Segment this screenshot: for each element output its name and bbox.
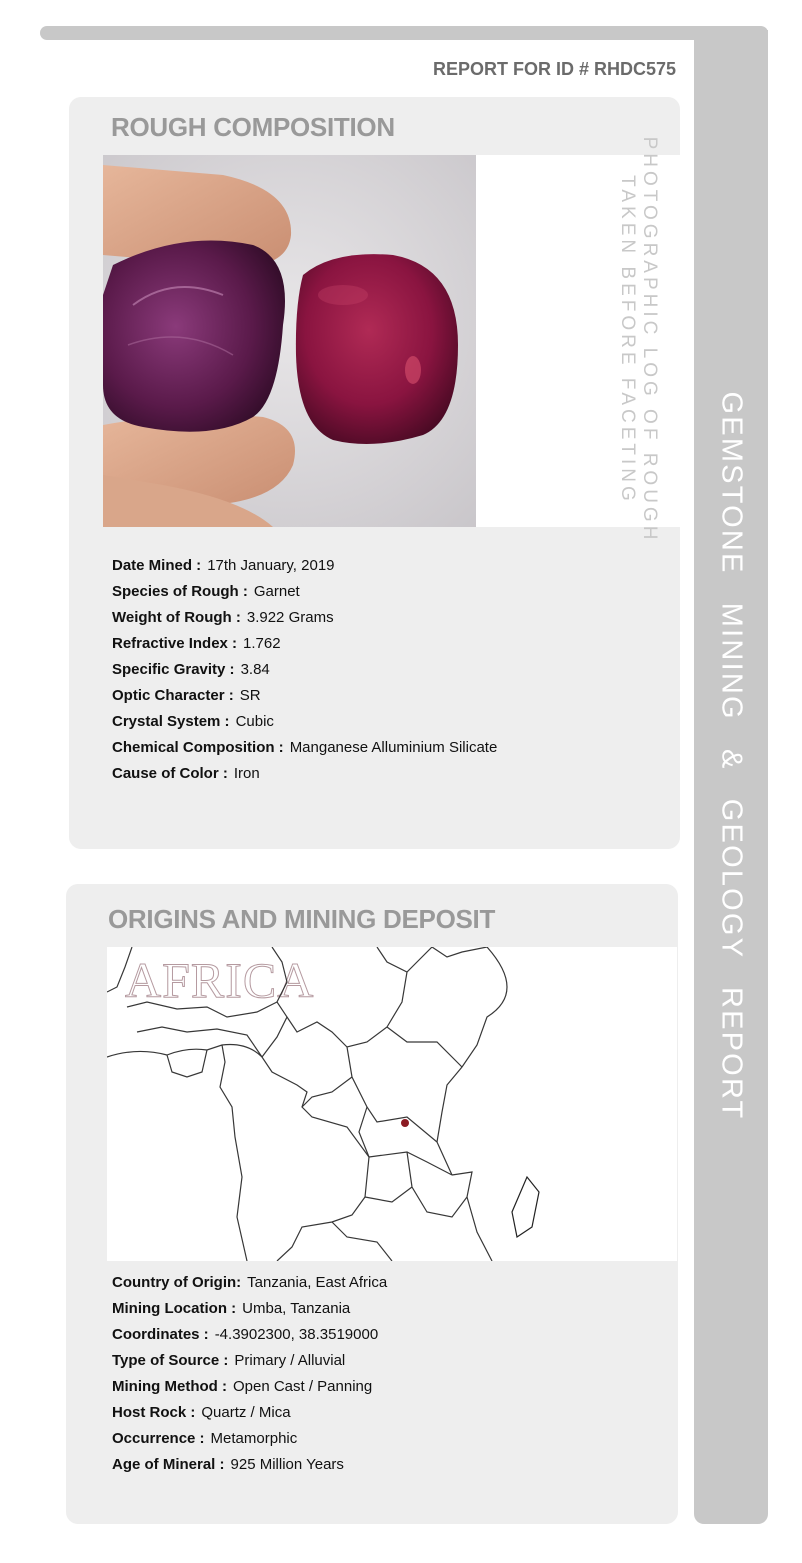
field-label: Cause of Color : bbox=[112, 765, 228, 782]
field-value: -4.3902300, 38.3519000 bbox=[214, 1326, 379, 1343]
field-value: Quartz / Mica bbox=[201, 1404, 291, 1421]
field-label: Species of Rough : bbox=[112, 583, 248, 600]
field-crystal-system bbox=[112, 709, 497, 735]
field-value: Umba, Tanzania bbox=[242, 1300, 351, 1317]
field-value: 925 Million Years bbox=[230, 1456, 344, 1473]
africa-map bbox=[107, 947, 677, 1261]
field-value: 3.922 Grams bbox=[246, 609, 334, 626]
field-value: Cubic bbox=[235, 713, 274, 730]
field-label: Refractive Index : bbox=[112, 635, 238, 652]
field-date-mined bbox=[112, 553, 497, 579]
field-label: Type of Source : bbox=[112, 1352, 229, 1369]
field-label: Specific Gravity : bbox=[112, 661, 235, 678]
field-label: Occurrence : bbox=[112, 1430, 205, 1447]
field-value: 3.84 bbox=[240, 661, 270, 678]
field-label: Optic Character : bbox=[112, 687, 234, 704]
field-cause-of-color bbox=[112, 761, 497, 787]
photo-caption: PHOTOGRAPHIC LOG OF ROUGH TAKEN BEFORE FACETING bbox=[617, 136, 660, 544]
field-label: Mining Method : bbox=[112, 1378, 227, 1395]
field-value: Open Cast / Panning bbox=[232, 1378, 373, 1395]
field-label: Mining Location : bbox=[112, 1300, 237, 1317]
field-value: Tanzania, East Africa bbox=[247, 1274, 388, 1291]
field-value: 17th January, 2019 bbox=[207, 557, 335, 574]
top-decorative-bar bbox=[40, 26, 768, 40]
rough-composition-title: ROUGH COMPOSITION bbox=[111, 112, 395, 142]
field-optic-character bbox=[112, 683, 497, 709]
field-host-rock bbox=[112, 1400, 387, 1426]
rough-photo-area bbox=[103, 155, 680, 527]
field-specific-gravity bbox=[112, 657, 497, 683]
field-value: 1.762 bbox=[243, 635, 281, 652]
field-label: Host Rock : bbox=[112, 1404, 196, 1421]
rough-fields-list bbox=[112, 553, 497, 787]
rough-stone-photo bbox=[103, 155, 476, 527]
field-value: Primary / Alluvial bbox=[234, 1352, 346, 1369]
report-id: REPORT FOR ID # RHDC575 bbox=[432, 59, 676, 79]
field-type-of-source bbox=[112, 1348, 387, 1374]
field-age-of-mineral bbox=[112, 1452, 387, 1478]
field-label: Country of Origin: bbox=[112, 1274, 242, 1291]
side-report-title: GEMSTONE MINING & GEOLOGY REPORT bbox=[715, 391, 748, 1121]
field-country-of-origin bbox=[112, 1270, 387, 1296]
origins-title: ORIGINS AND MINING DEPOSIT bbox=[108, 904, 496, 934]
field-label: Chemical Composition : bbox=[112, 739, 284, 756]
field-mining-location bbox=[112, 1296, 387, 1322]
field-weight bbox=[112, 605, 497, 631]
field-label: Age of Mineral : bbox=[112, 1456, 225, 1473]
field-label: Weight of Rough : bbox=[112, 609, 241, 626]
field-species bbox=[112, 579, 497, 605]
field-value: SR bbox=[239, 687, 261, 704]
field-refractive-index bbox=[112, 631, 497, 657]
field-coordinates bbox=[112, 1322, 387, 1348]
field-chemical-composition bbox=[112, 735, 497, 761]
map-label: AFRICA bbox=[125, 952, 315, 1008]
field-label: Date Mined : bbox=[112, 557, 202, 574]
field-value: Garnet bbox=[253, 583, 300, 600]
field-value: Manganese Alluminium Silicate bbox=[289, 739, 498, 756]
field-value: Iron bbox=[233, 765, 260, 782]
field-occurrence bbox=[112, 1426, 387, 1452]
field-value: Metamorphic bbox=[210, 1430, 298, 1447]
field-label: Crystal System : bbox=[112, 713, 230, 730]
field-label: Coordinates : bbox=[112, 1326, 209, 1343]
origin-fields-list bbox=[112, 1270, 387, 1478]
mining-location-marker bbox=[401, 1119, 409, 1127]
field-mining-method bbox=[112, 1374, 387, 1400]
